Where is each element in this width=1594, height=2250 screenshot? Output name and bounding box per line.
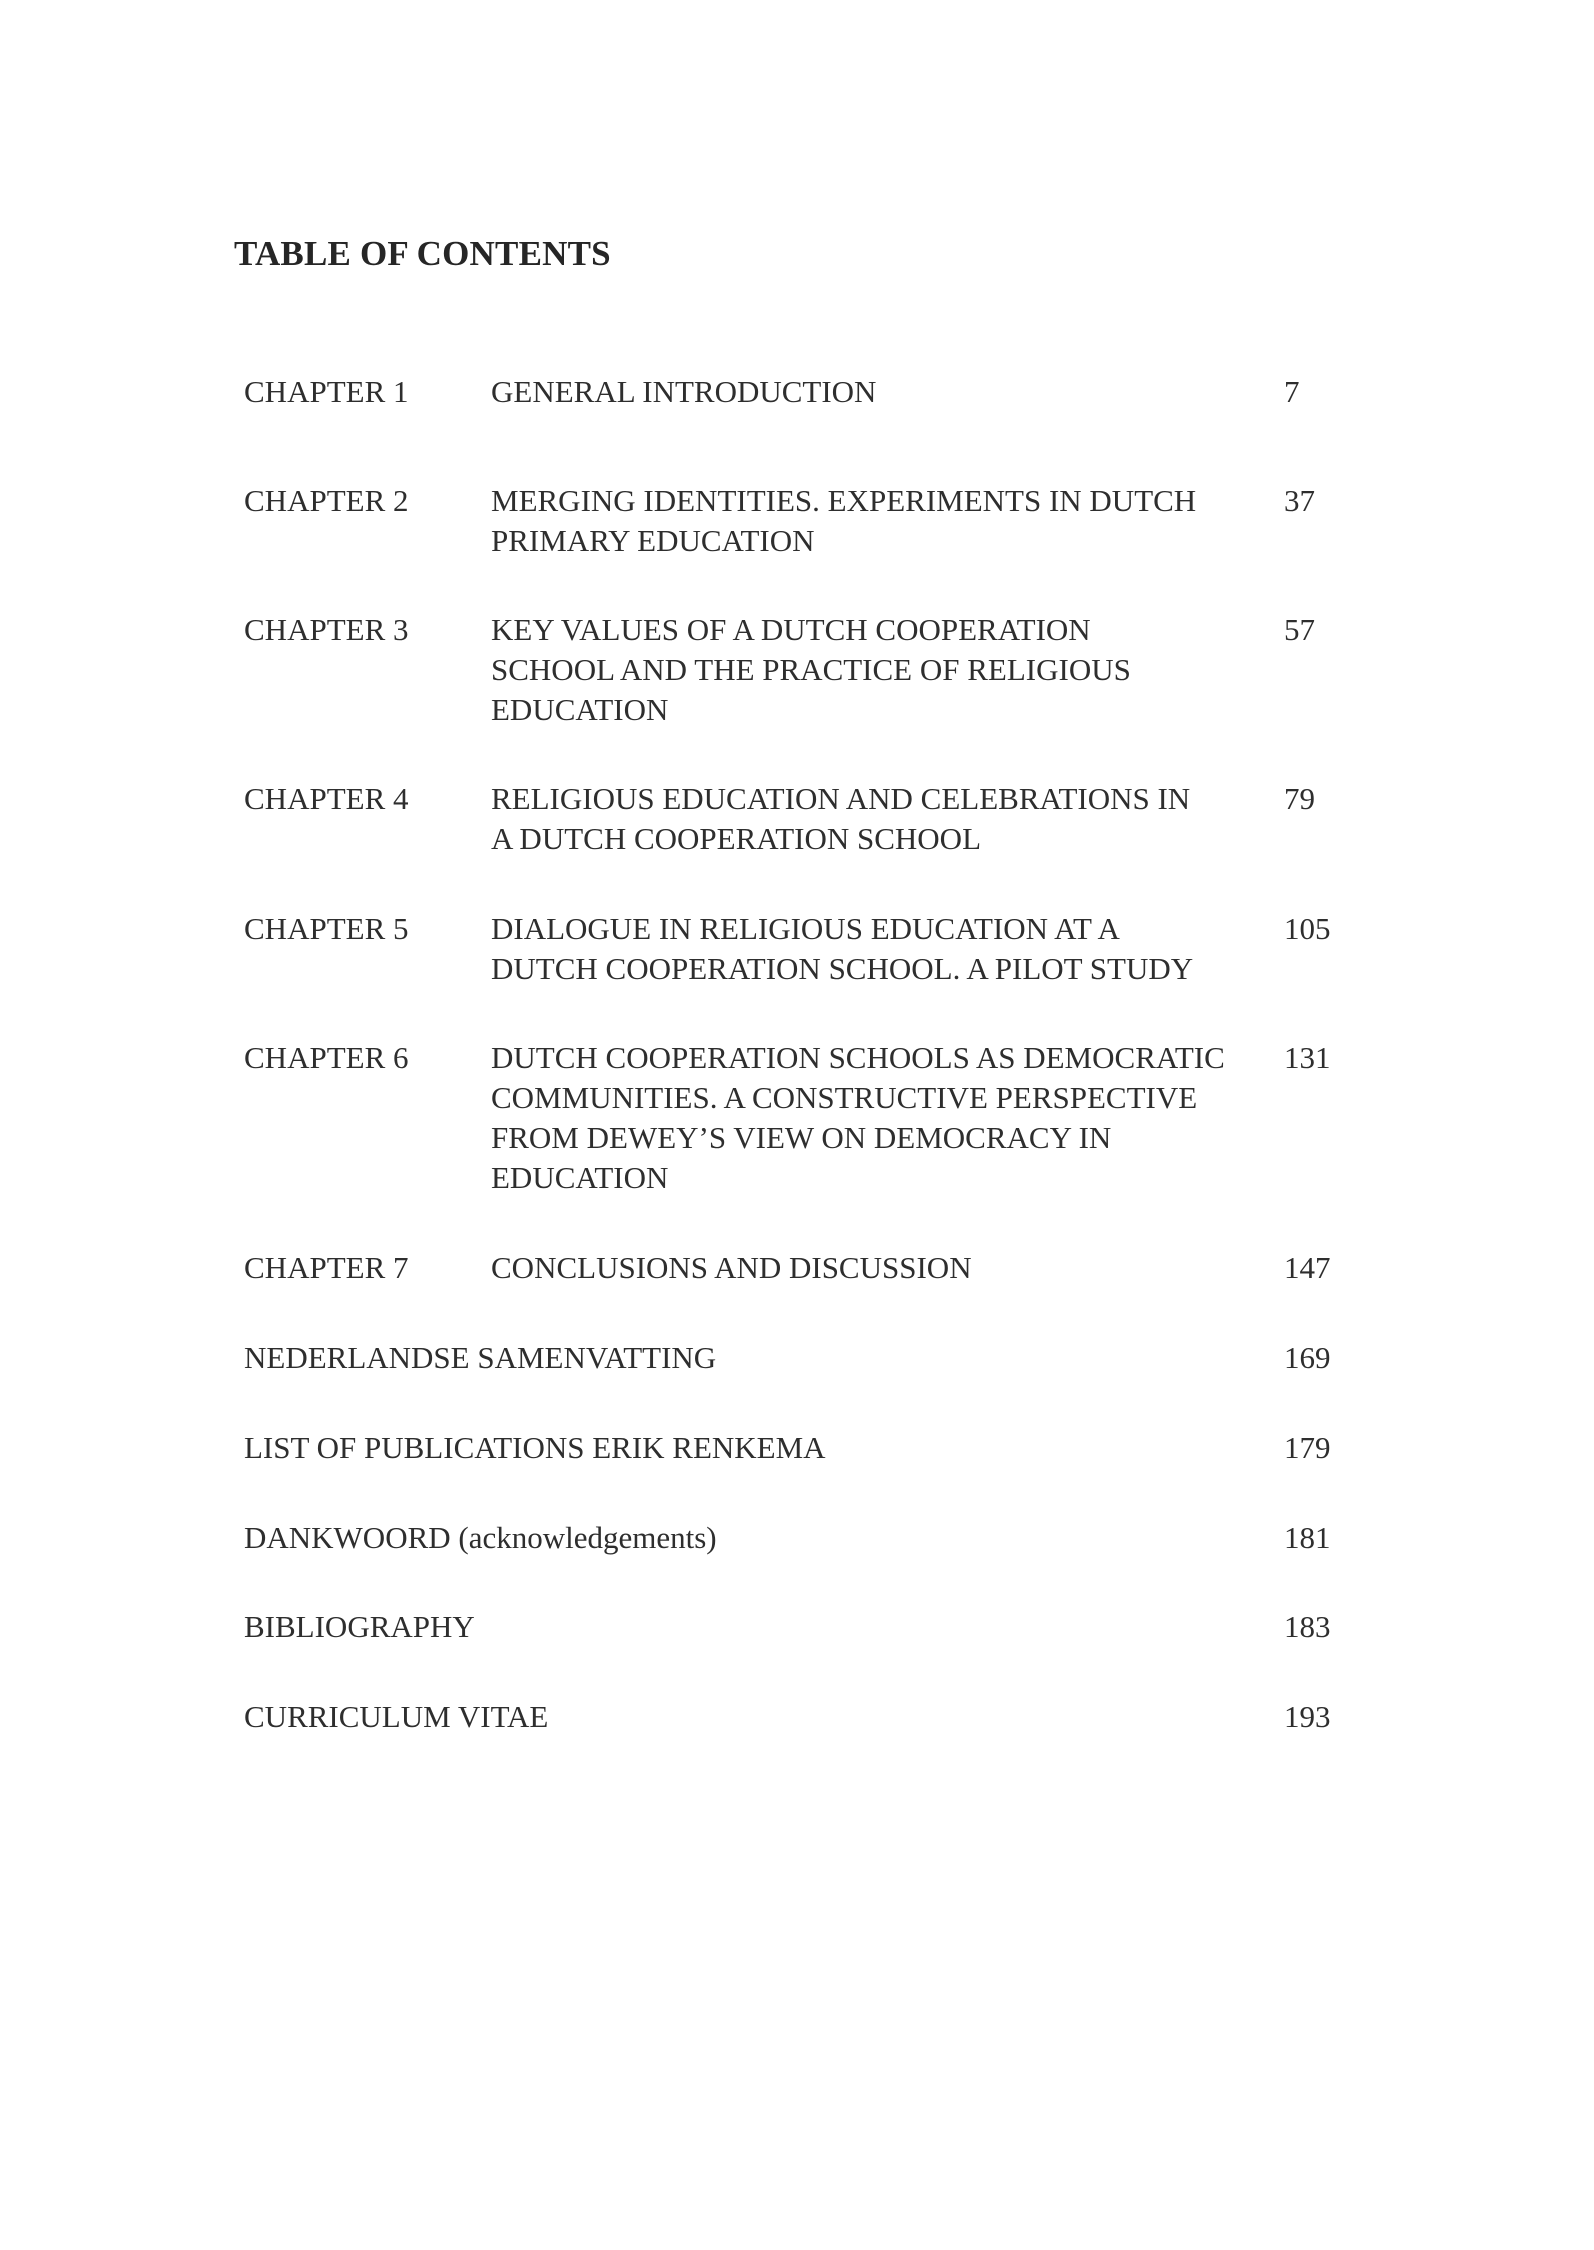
section-label: DANKWOORD (acknowledgements)	[244, 1520, 717, 1555]
chapter-title: KEY VALUES OF A DUTCH COOPERATION SCHOOL AND THE PRACTICE OF RELIGIOUS EDUCATION	[491, 612, 1131, 727]
chapter-title: DIALOGUE IN RELIGIOUS EDUCATION AT A DUTCH COOPERATION SCHOOL. A PILOT STUDY	[491, 911, 1194, 986]
page-number: 79	[1284, 781, 1315, 816]
chapter-title: RELIGIOUS EDUCATION AND CELEBRATIONS IN A DUTCH COOPERATION SCHOOL	[491, 781, 1191, 856]
page-number: 193	[1284, 1699, 1331, 1734]
page-number: 183	[1284, 1609, 1331, 1644]
page-number: 179	[1284, 1430, 1331, 1465]
chapter-title: GENERAL INTRODUCTION	[491, 374, 877, 409]
section-label: BIBLIOGRAPHY	[244, 1609, 475, 1644]
chapter-label: CHAPTER 6	[244, 1040, 409, 1075]
page-number: 169	[1284, 1340, 1331, 1375]
chapter-label: CHAPTER 3	[244, 612, 409, 647]
page-title: TABLE OF CONTENTS	[234, 234, 611, 273]
section-label: CURRICULUM VITAE	[244, 1699, 549, 1734]
section-label: NEDERLANDSE SAMENVATTING	[244, 1340, 717, 1375]
chapter-label: CHAPTER 4	[244, 781, 409, 816]
chapter-label: CHAPTER 2	[244, 483, 409, 518]
page-number: 131	[1284, 1040, 1331, 1075]
page-number: 105	[1284, 911, 1331, 946]
chapter-label: CHAPTER 1	[244, 374, 409, 409]
page-number: 7	[1284, 374, 1300, 409]
section-label: LIST OF PUBLICATIONS ERIK RENKEMA	[244, 1430, 826, 1465]
chapter-label: CHAPTER 7	[244, 1250, 409, 1285]
chapter-title: MERGING IDENTITIES. EXPERIMENTS IN DUTCH PRIMARY EDUCATION	[491, 483, 1197, 558]
page-number: 147	[1284, 1250, 1331, 1285]
page-number: 181	[1284, 1520, 1331, 1555]
page-number: 57	[1284, 612, 1315, 647]
page-number: 37	[1284, 483, 1315, 518]
chapter-title: DUTCH COOPERATION SCHOOLS AS DEMOCRATIC COMMUNITIES. A CONSTRUCTIVE PERSPECTIVE FROM DEWEY’S VIEW ON DEMOCRACY IN EDUCATION	[491, 1040, 1225, 1195]
chapter-title: CONCLUSIONS AND DISCUSSION	[491, 1250, 972, 1285]
chapter-label: CHAPTER 5	[244, 911, 409, 946]
